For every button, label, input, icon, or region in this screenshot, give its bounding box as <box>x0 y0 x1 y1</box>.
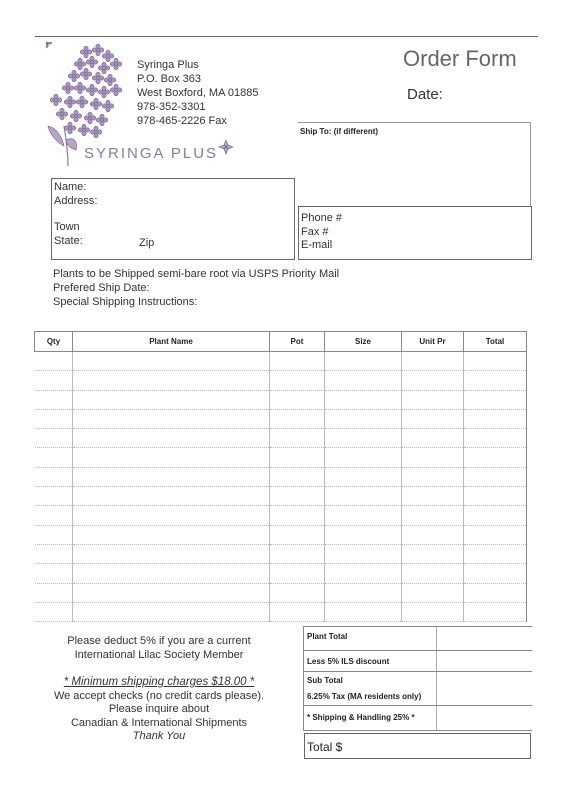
order-notes <box>50 635 268 744</box>
totals-panel <box>303 626 532 731</box>
table-row <box>35 352 527 371</box>
table-cell[interactable] <box>73 429 270 448</box>
table-cell[interactable] <box>402 371 464 390</box>
table-cell[interactable] <box>325 525 402 544</box>
table-cell[interactable] <box>402 409 464 428</box>
table-cell[interactable] <box>325 583 402 602</box>
table-cell[interactable] <box>73 506 270 525</box>
table-cell[interactable] <box>270 390 325 409</box>
address-spacer <box>54 208 97 221</box>
table-cell[interactable] <box>402 506 464 525</box>
table-cell[interactable] <box>73 602 270 621</box>
preferred-date-label: Prefered Ship Date: <box>53 282 150 294</box>
table-cell[interactable] <box>402 525 464 544</box>
table-cell[interactable] <box>325 544 402 563</box>
table-cell[interactable] <box>325 467 402 486</box>
header-size: Size <box>325 332 402 352</box>
table-cell[interactable] <box>325 448 402 467</box>
table-cell[interactable] <box>464 371 527 390</box>
email-label: E-mail <box>301 239 333 251</box>
company-po-box: P.O. Box 363 <box>137 73 202 85</box>
notes-spacer <box>50 662 268 676</box>
thank-you-note: Thank You <box>132 730 186 742</box>
table-cell[interactable] <box>464 602 527 621</box>
table-cell[interactable] <box>270 429 325 448</box>
form-title: Order Form <box>403 46 517 71</box>
table-cell[interactable] <box>270 544 325 563</box>
header-qty: Qty <box>35 332 73 352</box>
contact-fields <box>301 212 342 253</box>
table-cell[interactable] <box>402 583 464 602</box>
table-cell[interactable] <box>73 352 270 371</box>
table-cell[interactable] <box>35 544 73 563</box>
table-cell[interactable] <box>402 352 464 371</box>
table-cell[interactable] <box>35 487 73 506</box>
tax-label: 6.25% Tax (MA residents only) <box>307 692 422 701</box>
table-cell[interactable] <box>325 371 402 390</box>
table-cell[interactable] <box>73 525 270 544</box>
table-cell[interactable] <box>402 429 464 448</box>
table-row <box>35 544 527 563</box>
plant-total-label: Plant Total <box>307 632 348 641</box>
table-cell[interactable] <box>270 525 325 544</box>
table-cell[interactable] <box>464 390 527 409</box>
table-cell[interactable] <box>325 564 402 583</box>
table-cell[interactable] <box>73 487 270 506</box>
table-cell[interactable] <box>402 564 464 583</box>
grand-total-label: Total $ <box>307 740 343 754</box>
table-cell[interactable] <box>464 544 527 563</box>
logo-text: SYRINGA PLUS <box>84 145 219 162</box>
table-cell[interactable] <box>402 467 464 486</box>
table-row <box>35 602 527 621</box>
header-unit-price: Unit Pr <box>402 332 464 352</box>
plant-total-row <box>303 626 532 651</box>
discount-value[interactable] <box>436 651 534 671</box>
table-cell[interactable] <box>325 352 402 371</box>
table-cell[interactable] <box>35 583 73 602</box>
order-items-table <box>34 331 527 622</box>
shipping-label: * Shipping & Handling 25% * <box>307 713 415 722</box>
address-label: Address: <box>54 194 98 207</box>
table-cell[interactable] <box>35 371 73 390</box>
table-cell[interactable] <box>464 506 527 525</box>
table-row <box>35 525 527 544</box>
table-row <box>35 467 527 486</box>
table-cell[interactable] <box>35 602 73 621</box>
table-row <box>35 487 527 506</box>
table-cell[interactable] <box>73 544 270 563</box>
header-total: Total <box>464 332 527 352</box>
table-cell[interactable] <box>402 487 464 506</box>
table-cell[interactable] <box>402 448 464 467</box>
header-pot: Pot <box>270 332 325 352</box>
table-cell[interactable] <box>325 506 402 525</box>
table-row <box>35 390 527 409</box>
table-cell[interactable] <box>73 583 270 602</box>
discount-note-1: Please deduct 5% if you are a current <box>67 635 251 647</box>
table-cell[interactable] <box>35 409 73 428</box>
state-label: State: <box>54 234 83 247</box>
table-cell[interactable] <box>35 390 73 409</box>
table-cell[interactable] <box>35 448 73 467</box>
table-body <box>35 352 527 622</box>
table-cell[interactable] <box>325 429 402 448</box>
discount-row <box>303 651 532 672</box>
table-cell[interactable] <box>35 429 73 448</box>
subtotal-row <box>303 672 532 706</box>
table-row <box>35 583 527 602</box>
company-info <box>137 58 258 128</box>
table-cell[interactable] <box>35 506 73 525</box>
ship-to-label: Ship To: (if different) <box>300 127 379 136</box>
table-row <box>35 448 527 467</box>
shipping-value[interactable] <box>436 706 534 730</box>
shipping-label-text: Shipping & Handling 25% <box>312 713 410 722</box>
table-row <box>35 429 527 448</box>
table-cell[interactable] <box>464 352 527 371</box>
special-instructions-label: Special Shipping Instructions: <box>53 296 198 308</box>
table-cell[interactable] <box>464 467 527 486</box>
shipping-method: Plants to be Shipped semi-bare root via USPS Priority Mail <box>53 268 340 280</box>
table-cell[interactable] <box>270 371 325 390</box>
checks-note: We accept checks (no credit cards please). <box>53 689 265 702</box>
company-city: West Boxford, MA 01885 <box>137 87 259 99</box>
header-plant-name: Plant Name <box>73 332 270 352</box>
table-cell[interactable] <box>270 602 325 621</box>
table-cell[interactable] <box>73 564 270 583</box>
table-cell[interactable] <box>464 409 527 428</box>
table-cell[interactable] <box>464 564 527 583</box>
table-header-row <box>35 332 527 352</box>
table-cell[interactable] <box>73 409 270 428</box>
table-row <box>35 409 527 428</box>
table-cell[interactable] <box>35 564 73 583</box>
shipping-notes <box>53 267 339 309</box>
town-label: Town <box>54 221 80 233</box>
company-name: Syringa Plus <box>137 59 199 71</box>
phone-label: Phone # <box>301 212 342 224</box>
table-cell[interactable] <box>402 544 464 563</box>
table-cell[interactable] <box>270 583 325 602</box>
table-cell[interactable] <box>270 409 325 428</box>
table-cell[interactable] <box>402 602 464 621</box>
zip-label: Zip <box>139 237 155 249</box>
flower-ornament-icon <box>218 139 234 155</box>
table-cell[interactable] <box>325 487 402 506</box>
table-cell[interactable] <box>73 467 270 486</box>
company-fax: 978-465-2226 Fax <box>137 115 227 127</box>
table-cell[interactable] <box>73 371 270 390</box>
fax-label: Fax # <box>301 225 329 238</box>
date-label: Date: <box>407 86 443 103</box>
table-cell[interactable] <box>325 390 402 409</box>
table-row <box>35 506 527 525</box>
discount-note-2: International Lilac Society Member <box>74 648 244 661</box>
address-fields <box>54 181 97 248</box>
subtotal-value[interactable] <box>436 672 534 705</box>
table-row <box>35 564 527 583</box>
plant-total-value[interactable] <box>436 627 534 650</box>
table-cell[interactable] <box>464 429 527 448</box>
table-cell[interactable] <box>270 487 325 506</box>
table-cell[interactable] <box>35 467 73 486</box>
table-cell[interactable] <box>270 467 325 486</box>
table-cell[interactable] <box>270 448 325 467</box>
minimum-shipping-note: * Minimum shipping charges $18.00 * <box>63 676 255 688</box>
table-row <box>35 371 527 390</box>
inquire-note: Please inquire about <box>108 703 210 715</box>
table-cell[interactable] <box>325 602 402 621</box>
discount-label: Less 5% ILS discount <box>307 657 390 666</box>
table-cell[interactable] <box>464 583 527 602</box>
table-cell[interactable] <box>35 352 73 371</box>
table-cell[interactable] <box>464 487 527 506</box>
table-cell[interactable] <box>270 506 325 525</box>
international-note: Canadian & International Shipments <box>70 716 248 729</box>
subtotal-label: Sub Total <box>307 676 343 685</box>
table-cell[interactable] <box>35 525 73 544</box>
table-cell[interactable] <box>402 390 464 409</box>
name-label: Name: <box>54 181 87 193</box>
table-cell[interactable] <box>464 525 527 544</box>
table-cell[interactable] <box>73 390 270 409</box>
top-rule <box>35 36 538 37</box>
table-cell[interactable] <box>270 564 325 583</box>
table-cell[interactable] <box>73 448 270 467</box>
company-phone: 978-352-3301 <box>137 101 206 113</box>
table-cell[interactable] <box>270 352 325 371</box>
table-cell[interactable] <box>464 448 527 467</box>
shipping-row <box>303 706 532 731</box>
table-cell[interactable] <box>325 409 402 428</box>
